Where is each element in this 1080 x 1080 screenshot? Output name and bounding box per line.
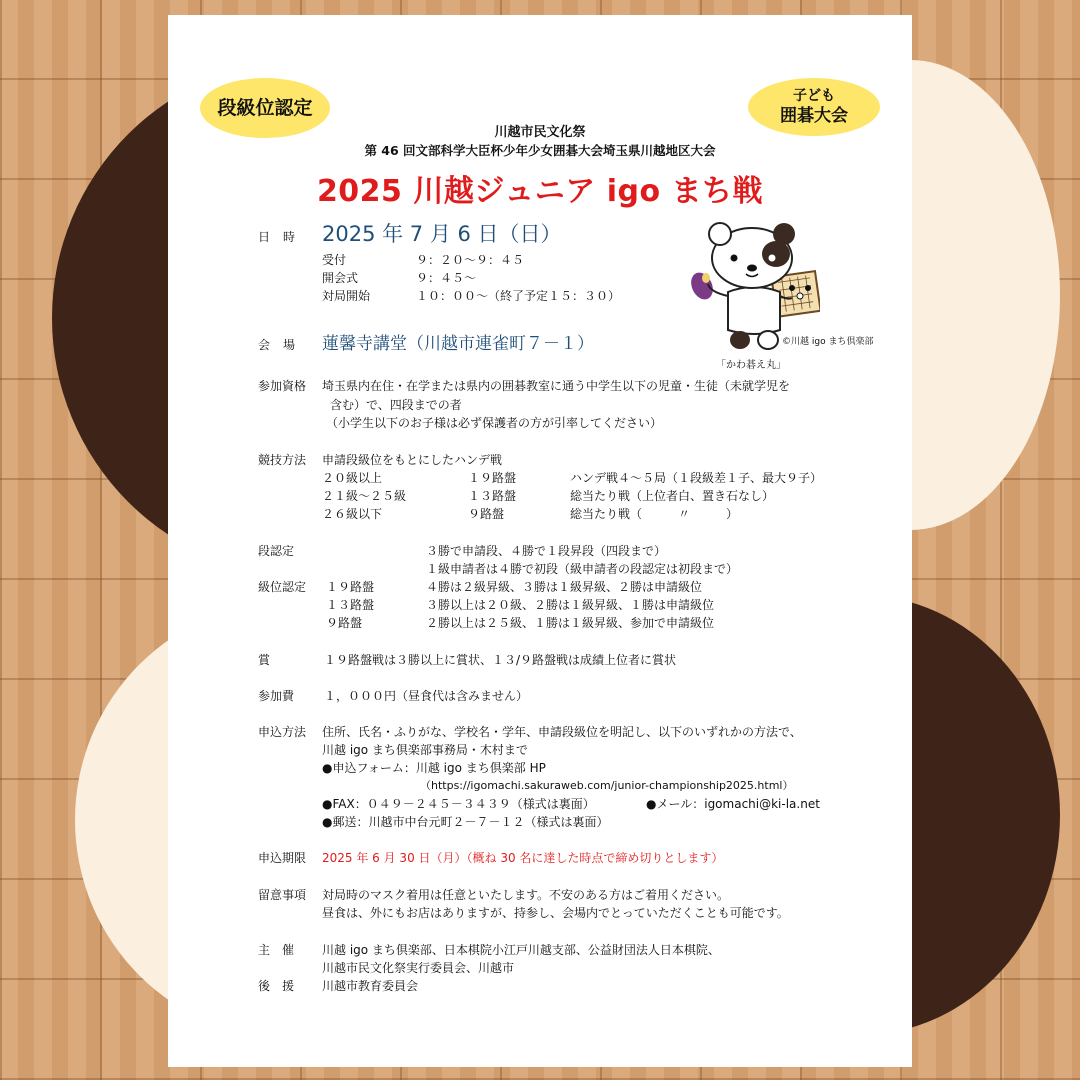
apply-mail-link[interactable]: ●メール：igomachi@ki-la.net [646, 797, 820, 811]
fee-label: 参加費 [258, 689, 295, 703]
deadline-value: 2025 年 6 月 30 日（月）（概ね 30 名に達した時点で締め切りとします） [322, 851, 724, 865]
apply-line-1: 住所、氏名・ふりがな、学校名・学年、申請段級位を明記し、以下のいずれかの方法で、 [322, 725, 802, 739]
schedule-value-3: １０：００〜（終了予定１５：３０） [416, 289, 621, 303]
support-value: 川越市教育委員会 [322, 979, 419, 993]
support-label: 後 援 [258, 979, 295, 993]
apply-url-link[interactable]: （https://igomachi.sakuraweb.com/junior-championship2025.html） [420, 779, 794, 792]
festival-name: 川越市民文化祭 [494, 125, 586, 140]
method-label: 競技方法 [258, 453, 307, 467]
kyu-board-2: １３路盤 [326, 598, 375, 612]
badge-line-1: 子ども [793, 88, 835, 104]
method-desc-3: 総当たり戦（ 〃 ） [570, 507, 739, 521]
dan-label: 段認定 [258, 544, 295, 558]
fee-value: １，０００円（昼食代は含みません） [324, 689, 529, 703]
kyu-label: 級位認定 [258, 580, 307, 594]
dan-line-2: １級申請者は４勝で初段（級申請者の段認定は初段まで） [426, 562, 739, 576]
apply-fax: ●FAX：０４９－２４５－３４３９（様式は裏面） [322, 797, 595, 811]
method-board-2: １３路盤 [468, 489, 517, 503]
prize-value: １９路盤戦は３勝以上に賞状、１３/９路盤戦は成績上位者に賞状 [324, 653, 677, 667]
method-board-3: ９路盤 [468, 507, 505, 521]
deadline-label: 申込期限 [258, 851, 307, 865]
host-line-1: 川越 igo まち倶楽部、日本棋院小江戸川越支部、公益財団法人日本棋院、 [322, 943, 720, 957]
schedule-name-1: 受付 [322, 253, 347, 267]
apply-label: 申込方法 [258, 725, 307, 739]
host-label: 主 催 [258, 943, 295, 957]
kyu-desc-3: ２勝以上は２５級、１勝は１級昇級、参加で申請級位 [426, 616, 715, 630]
badge-line-2: 囲碁大会 [780, 106, 848, 126]
notes-label: 留意事項 [258, 888, 307, 902]
eligibility-line-1: 埼玉県内在住・在学または県内の囲碁教室に通う中学生以下の児童・生徒（未就学児を [322, 379, 791, 393]
eligibility-line-3: （小学生以下のお子様は必ず保護者の方が引率してください） [326, 416, 663, 430]
method-level-3: ２６級以下 [322, 507, 383, 521]
mascot-copyright: ©川越 igo まち倶楽部 [782, 337, 874, 347]
method-level-2: ２１級〜２５級 [322, 489, 407, 503]
page-title: 2025 川越ジュニア igo まち戦 [316, 174, 764, 209]
tournament-name: 第 46 回文部科学大臣杯少年少女囲碁大会埼玉県川越地区大会 [364, 143, 716, 158]
eligibility-line-2: 含む）で、四段までの者 [330, 398, 462, 412]
dan-kyu-badge: 段級位認定 [200, 78, 330, 138]
venue-label: 会 場 [258, 338, 296, 352]
method-level-1: ２０級以上 [322, 471, 383, 485]
apply-form: ●申込フォーム：川越 igo まち倶楽部 HP [322, 761, 546, 775]
datetime-label: 日 時 [258, 230, 296, 244]
kyu-desc-2: ３勝以上は２０級、２勝は１級昇級、１勝は申請級位 [426, 598, 715, 612]
kyu-board-3: ９路盤 [326, 616, 363, 630]
apply-line-2: 川越 igo まち倶楽部事務局・木村まで [322, 743, 528, 757]
schedule-name-3: 対局開始 [322, 289, 371, 303]
method-desc-1: ハンデ戦４〜５局（１段級差１子、最大９子） [570, 471, 823, 485]
mascot-illustration [688, 222, 820, 352]
kyu-board-1: １９路盤 [326, 580, 375, 594]
notes-line-2: 昼食は、外にもお店はありますが、持参し、会場内でとっていただくことも可能です。 [322, 906, 789, 920]
schedule-name-2: 開会式 [322, 271, 359, 285]
apply-post: ●郵送：川越市中台元町２－７－１２（様式は裏面） [322, 815, 609, 829]
kyu-desc-1: ４勝は２級昇級、３勝は１級昇級、２勝は申請級位 [426, 580, 703, 594]
schedule-value-2: ９：４５〜 [416, 271, 477, 285]
notes-line-1: 対局時のマスク着用は任意といたします。不安のある方はご着用ください。 [322, 888, 730, 902]
prize-label: 賞 [258, 653, 271, 667]
mascot-name: 「かわ碁え丸」 [716, 360, 786, 371]
method-board-1: １９路盤 [468, 471, 517, 485]
method-intro: 申請段級位をもとにしたハンデ戦 [322, 453, 503, 467]
host-line-2: 川越市民文化祭実行委員会、川越市 [322, 961, 515, 975]
venue-value: 蓮馨寺講堂（川越市連雀町７－１） [322, 334, 594, 354]
dan-line-1: ３勝で申請段、４勝で１段昇段（四段まで） [426, 544, 667, 558]
event-date: 2025 年 7 月 6 日（日） [322, 222, 562, 246]
eligibility-label: 参加資格 [258, 379, 307, 393]
method-desc-2: 総当たり戦（上位者白、置き石なし） [570, 489, 775, 503]
schedule-value-1: ９：２０〜９：４５ [416, 253, 525, 267]
